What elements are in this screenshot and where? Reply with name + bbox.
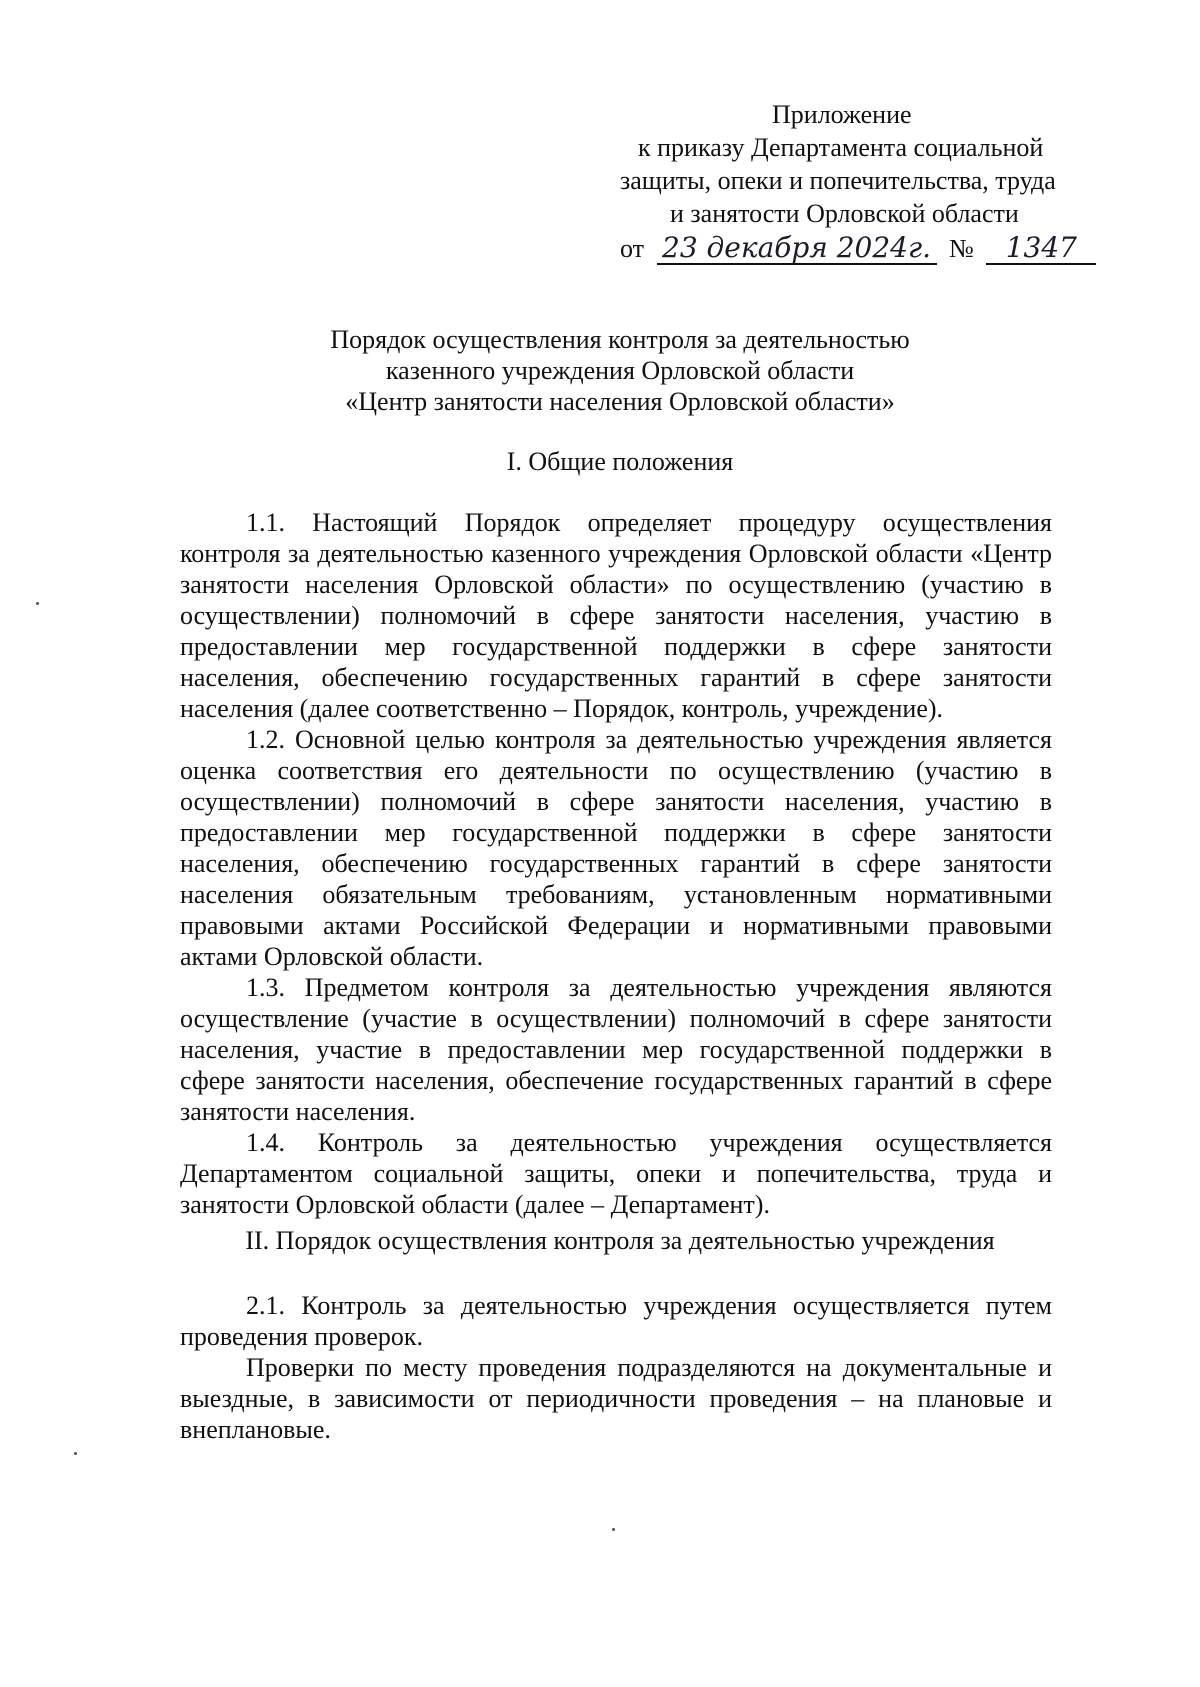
appendix-line: и занятости Орловской области <box>670 199 1019 228</box>
scan-speck <box>612 1528 615 1531</box>
appendix-title: Приложение <box>772 100 912 129</box>
scan-speck <box>36 602 39 605</box>
title-line: Порядок осуществления контроля за деятельностью <box>330 325 910 354</box>
appendix-line: защиты, опеки и попечительства, труда <box>620 166 1056 195</box>
title-line: «Центр занятости населения Орловской области» <box>345 387 895 416</box>
date-prefix: от <box>620 234 645 263</box>
paragraph-2-2: Проверки по месту проведения подразделяются на документальные и выездные, в зависимости от периодичности проведения – на плановые и внеплановые. <box>180 1353 1052 1444</box>
handwritten-date: 23 декабря 2024г. <box>657 233 937 265</box>
paragraph-2-1: 2.1. Контроль за деятельностью учреждения осуществляется путем проведения проверок. <box>180 1291 1052 1351</box>
order-date-line <box>620 232 1120 266</box>
paragraph-1-3: 1.3. Предметом контроля за деятельностью учреждения являются осуществление (участие в осуществлении) полномочий в сфере занятости населения, участие в предоставлении мер государственной поддержки в сфере занятости населения, обеспечение государственных гарантий в сфере занятости населения. <box>180 973 1052 1126</box>
document-title <box>180 324 1060 417</box>
title-line: казенного учреждения Орловской области <box>385 356 855 385</box>
section-1-body <box>180 507 1052 1220</box>
appendix-line: к приказу Департамента социальной <box>638 133 1044 162</box>
section-heading-1: I. Общие положения <box>506 447 734 476</box>
paragraph-1-4: 1.4. Контроль за деятельностью учреждения осуществляется Департаментом социальной защиты, опеки и попечительства, труда и занятости Орловской области (далее – Департамент). <box>180 1128 1052 1219</box>
appendix-header <box>620 98 1120 266</box>
handwritten-order-number: 1347 <box>986 233 1096 265</box>
section-heading-2: II. Порядок осуществления контроля за деятельностью учреждения <box>245 1226 995 1255</box>
scan-speck <box>74 1452 77 1455</box>
number-sign: № <box>949 234 974 263</box>
paragraph-1-1: 1.1. Настоящий Порядок определяет процедуру осуществления контроля за деятельностью казенного учреждения Орловской области «Центр занятости населения Орловской области» по осуществлению (участию в осуществлении) полномочий в сфере занятости населения, участию в предоставлении мер государственной поддержки в сфере занятости населения, обеспечению государственных гарантий в сфере занятости населения (далее соответственно – Порядок, контроль, учреждение). <box>180 508 1052 723</box>
paragraph-1-2: 1.2. Основной целью контроля за деятельностью учреждения является оценка соответствия его деятельности по осуществлению (участию в осуществлении) полномочий в сфере занятости населения, участию в предоставлении мер государственной поддержки в сфере занятости населения, обеспечению государственных гарантий в сфере занятости населения обязательным требованиям, установленным нормативными правовыми актами Российской Федерации и нормативными правовыми актами Орловской области. <box>180 725 1052 971</box>
section-2-body <box>180 1290 1052 1445</box>
